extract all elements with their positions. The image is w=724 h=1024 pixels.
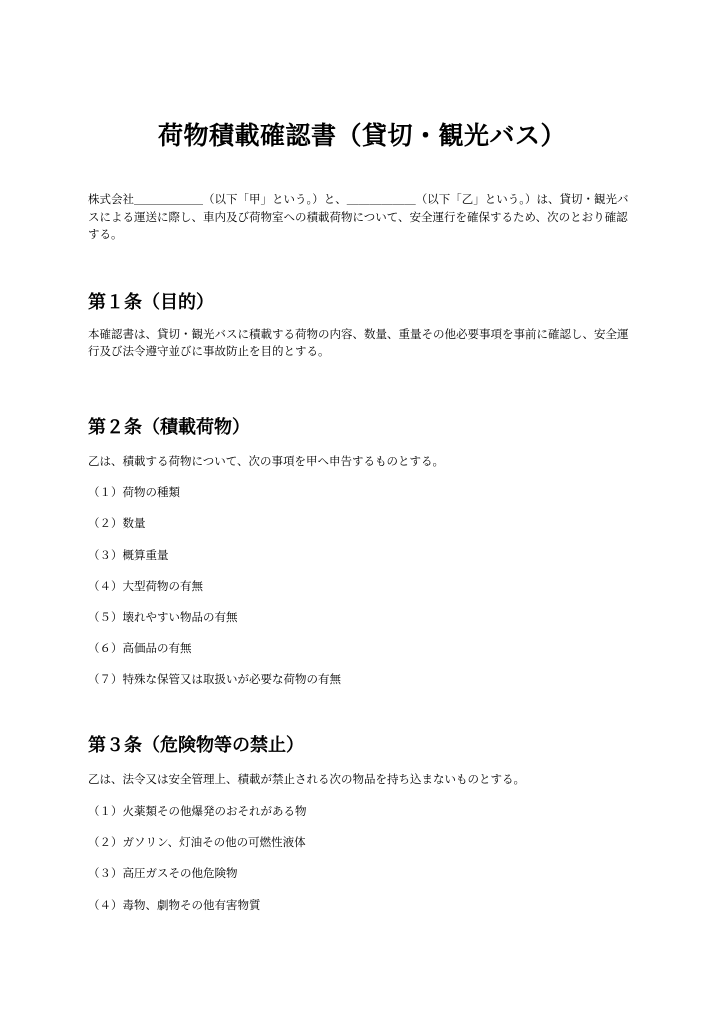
list-item: （５）壊れやすい物品の有無	[88, 609, 238, 624]
list-item: （２）数量	[88, 516, 146, 531]
list-item: （７）特殊な保管又は取扱いが必要な荷物の有無	[88, 672, 341, 687]
list-item: （４）毒物、劇物その他有害物質	[88, 897, 261, 912]
list-item: （３）高圧ガスその他危険物	[88, 866, 238, 881]
list-item: （１）火薬類その他爆発のおそれがある物	[88, 804, 307, 818]
article-3	[88, 733, 636, 913]
document-title: 荷物積載確認書（貸切・観光バス）	[157, 121, 566, 150]
intro-paragraph: 株式会社＿＿＿＿＿＿（以下「甲」という。）と、＿＿＿＿＿＿（以下「乙」という。）は、貸切・観光バスによる運送に際し、車内及び荷物室への積載荷物について、安全運行を確保するため、次のとおり確認する。	[88, 192, 629, 241]
list-item: （１）荷物の種類	[88, 485, 180, 500]
article-2-item-list	[88, 484, 636, 688]
article-2-heading: 第２条（積載荷物）	[88, 416, 250, 438]
article-1-heading: 第１条（目的）	[88, 291, 214, 313]
article-2	[88, 415, 636, 689]
article-1-body: 本確認書は、貸切・観光バスに積載する荷物の内容、数量、重量その他必要事項を事前に確認し、安全運行及び法令遵守並びに事故防止を目的とする。	[88, 326, 629, 358]
article-3-heading: 第３条（危険物等の禁止）	[88, 735, 304, 757]
article-1	[88, 290, 636, 361]
article-2-body: 乙は、積載する荷物について、次の事項を甲へ申告するものとする。	[88, 453, 445, 468]
article-3-item-list	[88, 803, 636, 914]
list-item: （６）高価品の有無	[88, 641, 192, 656]
list-item: （２）ガソリン、灯油その他の可燃性液体	[88, 835, 306, 850]
article-3-body: 乙は、法令又は安全管理上、積載が禁止される次の物品を持ち込まないものとする。	[88, 772, 525, 787]
list-item: （４）大型荷物の有無	[88, 578, 203, 593]
list-item: （３）概算重量	[88, 547, 169, 562]
